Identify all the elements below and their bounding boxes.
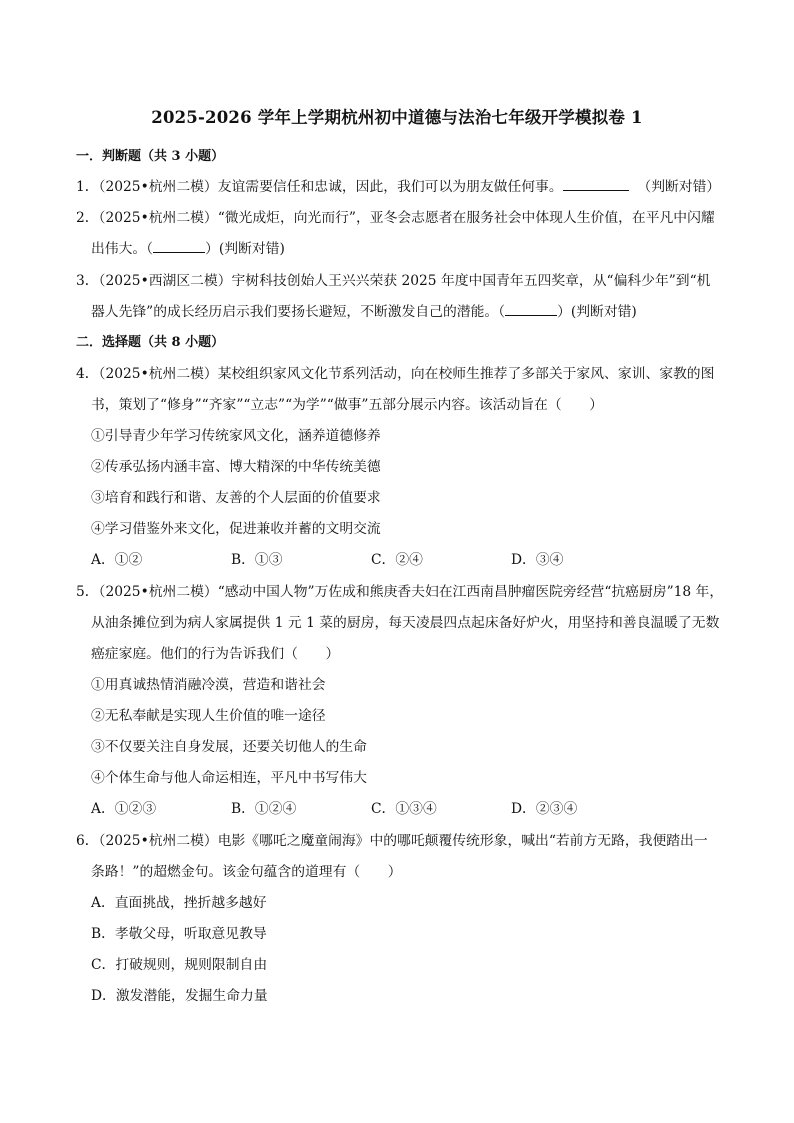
question-3-line-2 [91,300,637,320]
question-5-line-2: 从油条摊位到为病人家属提供 1 元 1 菜的厨房，每天凌晨四点起床备好炉火，用坚持和善良温暖了无数 [91,615,720,631]
section-true-false-heading: 一．判断题（共 3 小题） [76,149,225,164]
question-2-text-a: 出伟大。（ [91,241,154,257]
question-6-line-2: 条路！”的超燃金句。该金句蕴含的道理有（ ） [91,864,402,880]
question-4-item-1: ①引导青少年学习传统家风文化，涵养道德修养 [91,428,381,444]
choice-a[interactable]: A．①②③ [91,801,157,817]
question-4-choices [91,548,651,568]
choice-c[interactable]: C．①③④ [371,801,437,817]
question-5-item-4: ④个体生命与他人命运相连，平凡中书写伟大 [91,770,367,786]
question-4-item-3: ③培育和践行和谐、友善的个人层面的价值要求 [91,490,381,506]
question-5-line-1: 5．（2025•杭州二模）“感动中国人物”万佐成和熊庚香夫妇在江西南昌肿瘤医院旁经营“抗癌厨房”18 年， [76,584,724,600]
question-6-choice-c[interactable]: C．打破规则，规则限制自由 [91,957,268,973]
question-2-text-b: ）(判断对错) [205,241,285,257]
question-2-line-1: 2．（2025•杭州二模）“微光成炬，向光而行”，亚冬会志愿者在服务社会中体现人生价值，在平凡中闪耀 [76,210,715,226]
question-4-line-1: 4．（2025•杭州二模）某校组织家风文化节系列活动，向在校师生推荐了多部关于家风、家训、家教的图 [76,366,715,382]
question-6-choice-d[interactable]: D．激发潜能，发掘生命力量 [91,988,268,1004]
question-3-line-1: 3．（2025•西湖区二模）宇树科技创始人王兴兴荣获 2025 年度中国青年五四奖章，从“偏科少年”到“机 [76,273,711,289]
question-4-line-2: 书，策划了“修身”“齐家”“立志”“为学”“做事”五部分展示内容。该活动旨在（ ） [91,397,604,413]
answer-blank[interactable] [153,240,205,253]
question-1-tail: （判断对错） [637,179,721,195]
question-2-line-2 [91,237,285,257]
question-6-choice-a[interactable]: A．直面挑战，挫折越多越好 [91,895,267,911]
choice-b[interactable]: B．①②④ [231,801,297,817]
question-3-text-a: 器人先锋”的成长经历启示我们要扬长避短，不断激发自己的潜能。（ [91,304,506,320]
question-6-choice-b[interactable]: B．孝敬父母，听取意见教导 [91,926,267,942]
question-5-item-1: ①用真诚热情消融冷漠，营造和谐社会 [91,677,326,693]
question-5-choices [91,797,651,817]
choice-b[interactable]: B．①③ [231,552,283,568]
question-5-item-2: ②无私奉献是实现人生价值的唯一途径 [91,708,326,724]
choice-d[interactable]: D．③④ [511,552,564,568]
question-5-item-3: ③不仅要关注自身发展，还要关切他人的生命 [91,739,367,755]
question-3-text-b: ）(判断对错) [557,304,637,320]
choice-d[interactable]: D．②③④ [511,801,578,817]
choice-c[interactable]: C．②④ [371,552,423,568]
answer-blank[interactable] [563,178,629,191]
question-1 [76,175,720,195]
question-4-item-4: ④学习借鉴外来文化，促进兼收并蓄的文明交流 [91,521,381,537]
question-5-line-3: 癌症家庭。他们的行为告诉我们（ ） [91,646,340,662]
answer-blank[interactable] [505,303,557,316]
section-choice-heading: 二．选择题（共 8 小题） [76,335,225,350]
question-1-text: 1．（2025•杭州二模）友谊需要信任和忠诚，因此，我们可以为朋友做任何事。 [76,179,563,195]
question-6-line-1: 6．（2025•杭州二模）电影《哪吒之魔童闹海》中的哪吒颠覆传统形象，喊出“若前方无路，我便踏出一 [76,833,708,849]
page-title: 2025-2026 学年上学期杭州初中道德与法治七年级开学模拟卷 1 [151,108,643,127]
question-4-item-2: ②传承弘扬内涵丰富、博大精深的中华传统美德 [91,459,381,475]
choice-a[interactable]: A．①② [91,552,143,568]
